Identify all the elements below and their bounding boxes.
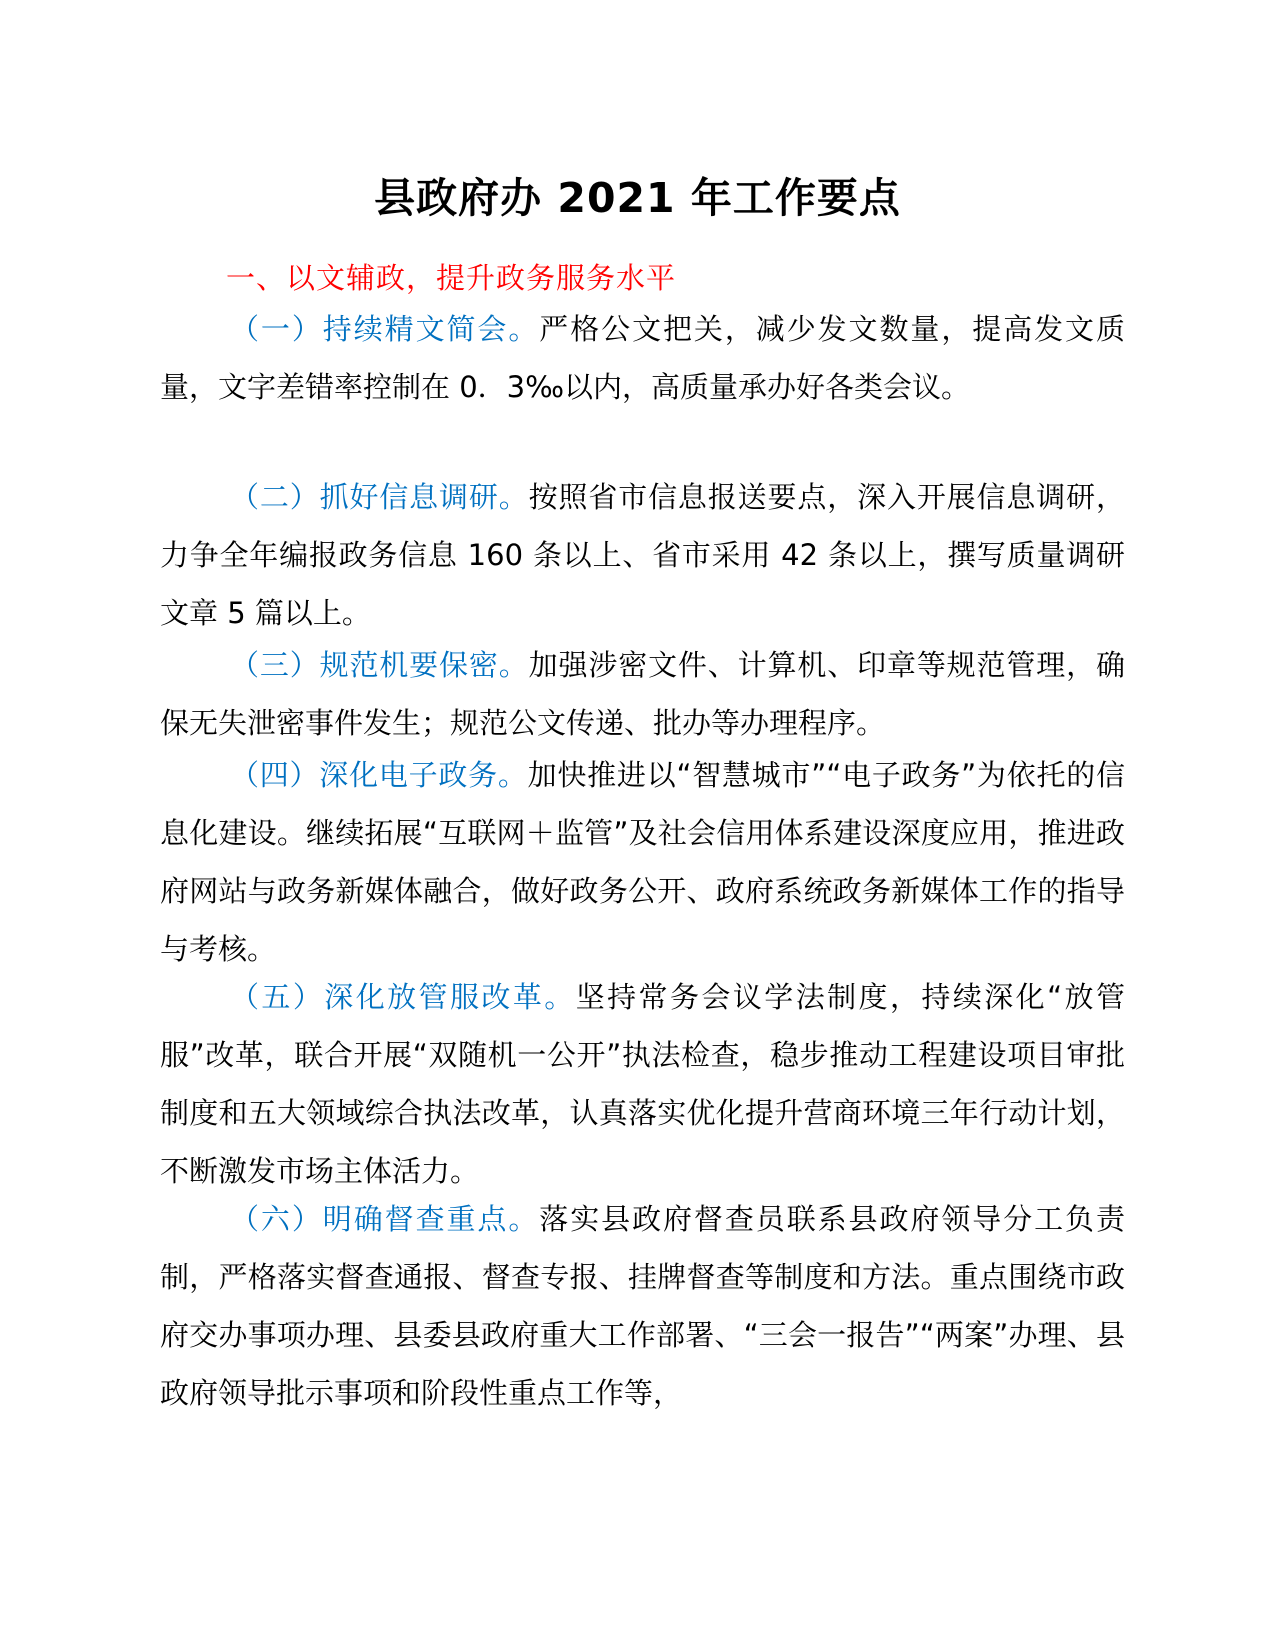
item-heading-6: （六）明确督查重点。: [230, 1202, 540, 1236]
paragraph-item-5: [160, 968, 1125, 1200]
item-heading-5: （五）深化放管服改革。: [230, 980, 576, 1014]
paragraph-item-2: [160, 468, 1125, 642]
paragraph-item-6: [160, 1190, 1125, 1422]
item-body-6: 落实县政府督查员联系县政府领导分工负责制，严格落实督查通报、督查专报、挂牌督查等制度和方法。重点围绕市政府交办事项办理、县委县政府重大工作部署、“三会一报告”“两案”办理、县政府领导批示事项和阶段性重点工作等，: [160, 1202, 1125, 1410]
document-title: 县政府办 2021 年工作要点: [374, 174, 901, 222]
item-heading-1: （一）持续精文简会。: [230, 312, 540, 346]
item-heading-3: （三）规范机要保密。: [230, 648, 529, 682]
paragraph-item-3: [160, 636, 1125, 752]
item-body-2: 按照省市信息报送要点，深入开展信息调研，力争全年编报政务信息 160 条以上、省市采用 42 条以上，撰写质量调研文章 5 篇以上。: [160, 480, 1125, 630]
item-body-1: 严格公文把关，减少发文数量，提高发文质量，文字差错率控制在 0．3‰以内，高质量承办好各类会议。: [160, 312, 1125, 404]
item-body-3: 加强涉密文件、计算机、印章等规范管理，确保无失泄密事件发生；规范公文传递、批办等办理程序。: [160, 648, 1125, 740]
item-heading-2: （二）抓好信息调研。: [230, 480, 529, 514]
item-heading-4: （四）深化电子政务。: [230, 758, 528, 792]
paragraph-item-4: [160, 746, 1125, 978]
item-body-4: 加快推进以“智慧城市”“电子政务”为依托的信息化建设。继续拓展“互联网＋监管”及社会信用体系建设深度应用，推进政府网站与政务新媒体融合，做好政务公开、政府系统政务新媒体工作的指导与考核。: [160, 758, 1125, 966]
section-heading-1: 一、以文辅政，提升政务服务水平: [226, 261, 677, 295]
item-body-5: 坚持常务会议学法制度，持续深化“放管服”改革，联合开展“双随机一公开”执法检查，稳步推动工程建设项目审批制度和五大领域综合执法改革，认真落实优化提升营商环境三年行动计划，不断激发市场主体活力。: [160, 980, 1125, 1188]
paragraph-item-1: [160, 300, 1125, 416]
